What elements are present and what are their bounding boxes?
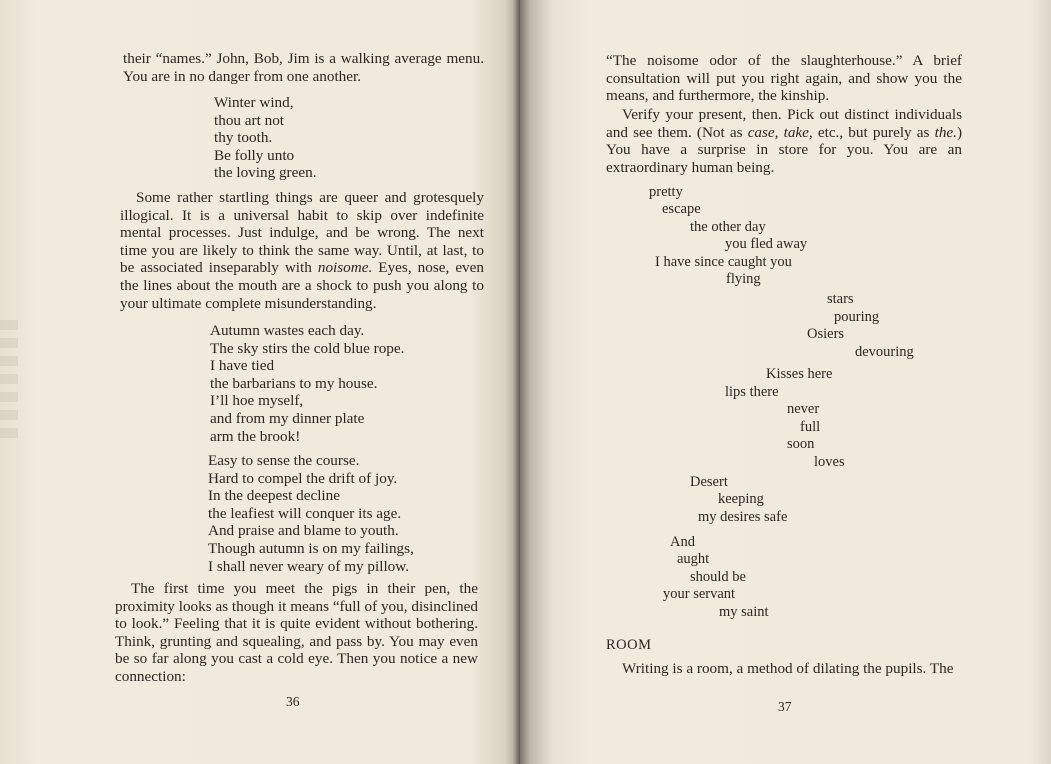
poem-word: soon (787, 436, 815, 452)
poem-word: Kisses here (766, 366, 833, 382)
show-through-mark (0, 320, 18, 440)
poem-word: the other day (690, 219, 766, 235)
paragraph-text: Eyes, nose, even the lines about the mouth are a shock to push you along to your ultimate complete misunderstanding. (120, 259, 484, 312)
emphasis-text: case, take, (747, 123, 813, 141)
poem-word: keeping (718, 491, 764, 507)
left-stanza-1 (214, 94, 317, 182)
stanza-line: The sky stirs the cold blue rope. (210, 339, 405, 357)
stanza-line: thy tooth. (214, 129, 273, 147)
poem-word: loves (814, 454, 845, 470)
paragraph-text: Some rather startling things are queer and grotesquely illogical. It is a universal habit to skip over indefinite mental processes. Just indulge, and be wrong. The next time you are likely to think the same way. Until, at last, to be associated inseparably with (120, 189, 484, 277)
right-paragraph-top: “The noisome odor of the slaughterhouse.” A brief consultation will put you right again, and show you the means, and furthermore, the kinship. (606, 52, 962, 105)
stanza-line: and from my dinner plate (210, 409, 365, 427)
stanza-line: I’ll hoe myself, (210, 392, 304, 410)
left-paragraph-mid (120, 189, 484, 312)
stanza-line: the barbarians to my house. (210, 374, 378, 392)
poem-word: you fled away (725, 236, 808, 252)
poem-word: my desires safe (698, 509, 788, 525)
poem-word: should be (690, 569, 746, 585)
poem-word: And (670, 534, 695, 550)
poem-word: aught (677, 551, 710, 567)
poem-word: your servant (663, 586, 736, 602)
poem-word: never (787, 401, 820, 417)
page-number-right: 37 (778, 699, 792, 714)
stanza-line: the loving green. (214, 164, 317, 182)
section-heading-room: ROOM (606, 637, 652, 653)
left-stanza-2 (210, 322, 404, 445)
poem-word: stars (827, 291, 854, 307)
stanza-line: Hard to compel the drift of joy. (208, 469, 398, 487)
left-page (0, 0, 520, 764)
stanza-line: In the deepest decline (208, 487, 340, 505)
poem-word: flying (726, 271, 761, 287)
stanza-line: And praise and blame to youth. (208, 522, 399, 540)
poem-word: full (800, 419, 821, 435)
poem-word: pouring (834, 309, 880, 325)
page-number-left: 36 (286, 694, 300, 709)
stanza-line: I shall never weary of my pillow. (208, 557, 410, 575)
left-stanza-3 (208, 452, 414, 575)
right-page (520, 0, 1051, 764)
paragraph-text: ) You have a surprise in store for you. You are an extraordinary human being. (606, 123, 963, 176)
poem-word: lips there (725, 384, 779, 400)
right-paragraph-last: Writing is a room, a method of dilating the pupils. The (622, 660, 954, 677)
right-paragraph-2 (606, 106, 962, 176)
paragraph-text: etc., but purely as (812, 123, 935, 141)
stanza-line: thou art not (214, 111, 285, 129)
poem-word: I have since caught you (655, 254, 792, 270)
emphasis-text: noisome. (317, 259, 373, 277)
stanza-line: arm the brook! (210, 427, 301, 445)
stanza-line: the leafiest will conquer its age. (208, 504, 402, 522)
stanza-line: Be folly unto (214, 146, 295, 164)
poem-word: pretty (649, 184, 683, 200)
stanza-line: Autumn wastes each day. (210, 322, 365, 339)
left-paragraph-bottom: The first time you meet the pigs in their pen, the proximity looks as though it means “full of you, disinclined to look.” Feeling that it is quite evident without bothering. Think, grunting and squealing, and pass by. You may even be so far along you cast a cold eye. Then you notice a new connection: (115, 580, 478, 685)
stanza-line: Winter wind, (214, 94, 294, 111)
poem-word: my saint (719, 604, 769, 620)
poem-word: Osiers (807, 326, 845, 342)
poem-word: Desert (690, 474, 728, 490)
poem-word: devouring (855, 344, 914, 360)
paragraph-text: Verify your present, then. Pick out distinct individuals and see them. (Not as (606, 106, 962, 141)
stanza-line: Easy to sense the course. (208, 452, 360, 469)
poem-word: escape (662, 201, 701, 217)
emphasis-text: the. (934, 123, 957, 141)
stanza-line: Though autumn is on my failings, (208, 539, 414, 557)
left-paragraph-top: their “names.” John, Bob, Jim is a walking average menu. You are in no danger from one another. (123, 50, 484, 85)
stanza-line: I have tied (210, 357, 275, 375)
